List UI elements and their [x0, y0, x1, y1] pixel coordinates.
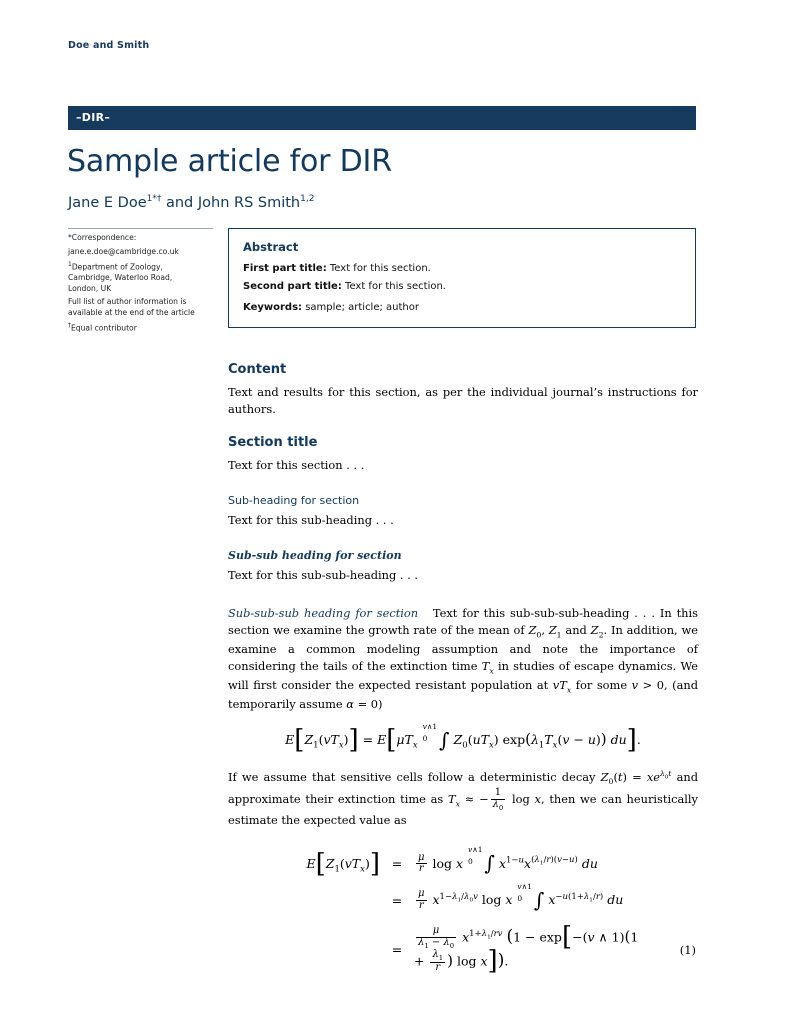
- running-head: Doe and Smith: [68, 40, 150, 51]
- journal-banner-label: –DIR–: [76, 111, 111, 124]
- body-column: [228, 362, 698, 981]
- equal-contributor-note: [68, 322, 216, 334]
- heading-section-title: Section title: [228, 434, 318, 450]
- abstract-part-1: [243, 263, 681, 274]
- heading-subsub: Sub-sub heading for section: [228, 549, 402, 563]
- equation-tag-blank-1: [654, 846, 698, 883]
- author-notes: [68, 228, 216, 337]
- author-list: [68, 194, 708, 211]
- abstract-part-1-text: Text for this section.: [329, 263, 431, 274]
- paragraph-section: Text for this section . . .: [228, 457, 365, 472]
- abstract-part-1-label: First part title:: [243, 263, 327, 274]
- heading-content: Content: [228, 362, 287, 377]
- abstract-box: [228, 228, 696, 328]
- author-mark-2: 1,2: [300, 194, 315, 204]
- paragraph-subsub: Text for this sub-sub-heading . . .: [228, 568, 419, 583]
- author-mark-1: 1*†: [146, 194, 162, 204]
- keywords-line: [243, 302, 681, 313]
- affiliation-line-1: Department of Zoology,: [71, 262, 163, 272]
- equation-row-1: [228, 846, 698, 883]
- abstract-part-2-text: Text for this section.: [345, 281, 446, 292]
- equation-relation-3: =: [391, 942, 403, 958]
- abstract-part-2-label: Second part title:: [243, 281, 342, 292]
- notes-divider: [68, 228, 213, 229]
- affiliation-line-2: Cambridge, Waterloo Road,: [68, 272, 173, 282]
- paragraph-sub: Text for this sub-heading . . .: [228, 512, 394, 527]
- author-conjunction: and: [165, 194, 194, 211]
- equation-row-2: [228, 882, 698, 919]
- equation-tag-blank-2: [654, 882, 698, 919]
- paragraph-subsubsub: Sub-sub-sub heading for section Text for this sub-sub-sub-heading . . . In this section we examine the growth rate of the mean of $Z_0$, $Z_1$ and $Z_2$. In addition, we examine a common modeling assumption and note the importance of considering the tails of the extinction time $T_x$ in studies of escape dynamics. We will first consider the expected resistant population at $vT_x$ for some v > 0, (and temporarily assume α = 0): [228, 605, 698, 712]
- equation-rhs-3: $\frac{\mu}{\lambda_1 - \lambda_0}$ $x^{1+\lambda_1/rv}$ (1 − exp[−(v ∧ 1)(1 + $\frac{\lambda_1}{r}$ ) log x]).: [414, 922, 639, 977]
- heading-subsubsub: Sub-sub-sub heading for section: [228, 605, 419, 620]
- keywords-value: sample; article; author: [305, 302, 419, 313]
- equation-relation-2: =: [391, 892, 403, 908]
- equation-lhs: $E[Z_1(vT_x)]$: [306, 848, 380, 879]
- equation-array: [228, 846, 698, 981]
- equal-contributor-mark: †: [68, 322, 71, 329]
- correspondence-label: *Correspondence:: [68, 233, 137, 242]
- paragraph-after-equation: If we assume that sensitive cells follow a deterministic decay $Z_0(t) = xe^{\lambda_0t}$ and approximate their extinction time as $T_x$ ≈ − $\frac{1}{\lambda_0}$ log x, then we can heuristically estimate the expected value as: [228, 769, 698, 828]
- affiliation-block: [68, 261, 216, 295]
- author-name-1: Jane E Doe: [68, 194, 147, 211]
- full-author-list-note: Full list of author information is available at the end of the article: [68, 297, 195, 318]
- correspondence-email[interactable]: jane.e.doe@cambridge.co.uk: [68, 246, 179, 256]
- equation-relation-1: =: [391, 856, 403, 872]
- heading-sub: Sub-heading for section: [228, 493, 360, 507]
- affiliation-mark: 1: [68, 260, 72, 268]
- abstract-part-2: [243, 281, 681, 292]
- equation-tag: (1): [679, 942, 696, 957]
- keywords-label: Keywords:: [243, 302, 303, 313]
- equation-rhs-2: $\frac{\mu}{r}$ $x^{1-\lambda_1/\lambda_0v}$ log x v∧1 0 ∫ $x^{-u(1+\lambda_1/r)}$ du: [418, 882, 624, 912]
- journal-banner: [68, 106, 696, 130]
- equation-rhs-1: $\frac{\mu}{r}$ log x v∧1 0 ∫ $x^{1-u}x^{(\lambda_1/r)(v-u)}$ du: [418, 845, 598, 876]
- equation-display-1: $E[Z_1(vT_x)] = E[\mu T_x$ v∧1 0 ∫ $Z_0(uT_x) \exp(\lambda_1T_x(v - u))$ du].: [285, 721, 641, 755]
- affiliation-line-3: London, UK: [68, 283, 112, 293]
- page-title: Sample article for DIR: [67, 144, 392, 179]
- equation-row-3: [228, 919, 698, 981]
- paragraph-content: Text and results for this section, as per the individual journal’s instructions for authors.: [228, 385, 698, 417]
- abstract-heading: Abstract: [243, 240, 299, 254]
- author-name-2: John RS Smith: [197, 194, 301, 211]
- equal-contributor-text: Equal contributor: [71, 323, 137, 333]
